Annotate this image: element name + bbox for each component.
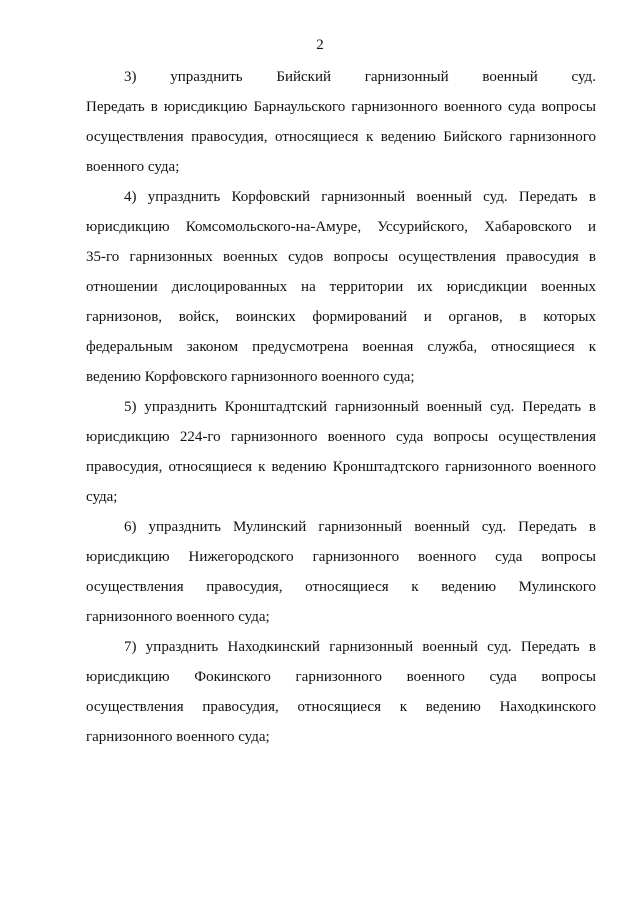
text-line: осуществления правосудия, относящиеся к ведению Мулинского bbox=[86, 579, 596, 595]
text-line: 5) упразднить Кронштадтский гарнизонный военный суд. Передать в bbox=[124, 399, 596, 415]
text-line: юрисдикцию 224-го гарнизонного военного суда вопросы осуществления bbox=[86, 429, 596, 445]
paragraph-item-6 bbox=[86, 512, 596, 632]
text-line: гарнизонного военного суда; bbox=[86, 609, 270, 625]
paragraph-item-4 bbox=[86, 182, 596, 392]
text-line: 35-го гарнизонных военных судов вопросы осуществления правосудия в bbox=[86, 249, 596, 265]
text-line: правосудия, относящиеся к ведению Кронштадтского гарнизонного военного bbox=[86, 459, 596, 475]
word: упразднить bbox=[170, 69, 243, 85]
word: 3) bbox=[124, 69, 137, 85]
document-body bbox=[86, 62, 596, 752]
text-line: осуществления правосудия, относящиеся к ведению Находкинского bbox=[86, 699, 596, 715]
paragraph-item-7 bbox=[86, 632, 596, 752]
text-line: суда; bbox=[86, 489, 118, 505]
text-line: отношении дислоцированных на территории их юрисдикции военных bbox=[86, 279, 596, 295]
text-line: гарнизонов, войск, воинских формирований и органов, в которых bbox=[86, 309, 596, 325]
text-line: осуществления правосудия, относящиеся к ведению Бийского гарнизонного bbox=[86, 129, 596, 145]
word: гарнизонный bbox=[364, 69, 449, 85]
text-line: ведению Корфовского гарнизонного военного суда; bbox=[86, 369, 415, 385]
text-line: гарнизонного военного суда; bbox=[86, 729, 270, 745]
text-line: Передать в юрисдикцию Барнаульского гарнизонного военного суда вопросы bbox=[86, 99, 596, 115]
text-line: юрисдикцию Комсомольского-на-Амуре, Уссурийского, Хабаровского и bbox=[86, 219, 596, 235]
word: военный bbox=[482, 69, 538, 85]
text-line: 7) упразднить Находкинский гарнизонный военный суд. Передать в bbox=[124, 639, 596, 655]
page-number: 2 bbox=[316, 37, 324, 53]
text-line: федеральным законом предусмотрена военная служба, относящиеся к bbox=[86, 339, 596, 355]
text-line: юрисдикцию Нижегородского гарнизонного военного суда вопросы bbox=[86, 549, 596, 565]
paragraph-item-5 bbox=[86, 392, 596, 512]
text-line: юрисдикцию Фокинского гарнизонного военного суда вопросы bbox=[86, 669, 596, 685]
word: суд. bbox=[571, 69, 596, 85]
paragraph-item-3 bbox=[86, 62, 596, 182]
word: Бийский bbox=[276, 69, 332, 85]
text-line bbox=[86, 62, 596, 92]
text-line: 6) упразднить Мулинский гарнизонный военный суд. Передать в bbox=[124, 519, 596, 535]
text-line: военного суда; bbox=[86, 159, 180, 175]
text-line: 4) упразднить Корфовский гарнизонный военный суд. Передать в bbox=[124, 189, 596, 205]
